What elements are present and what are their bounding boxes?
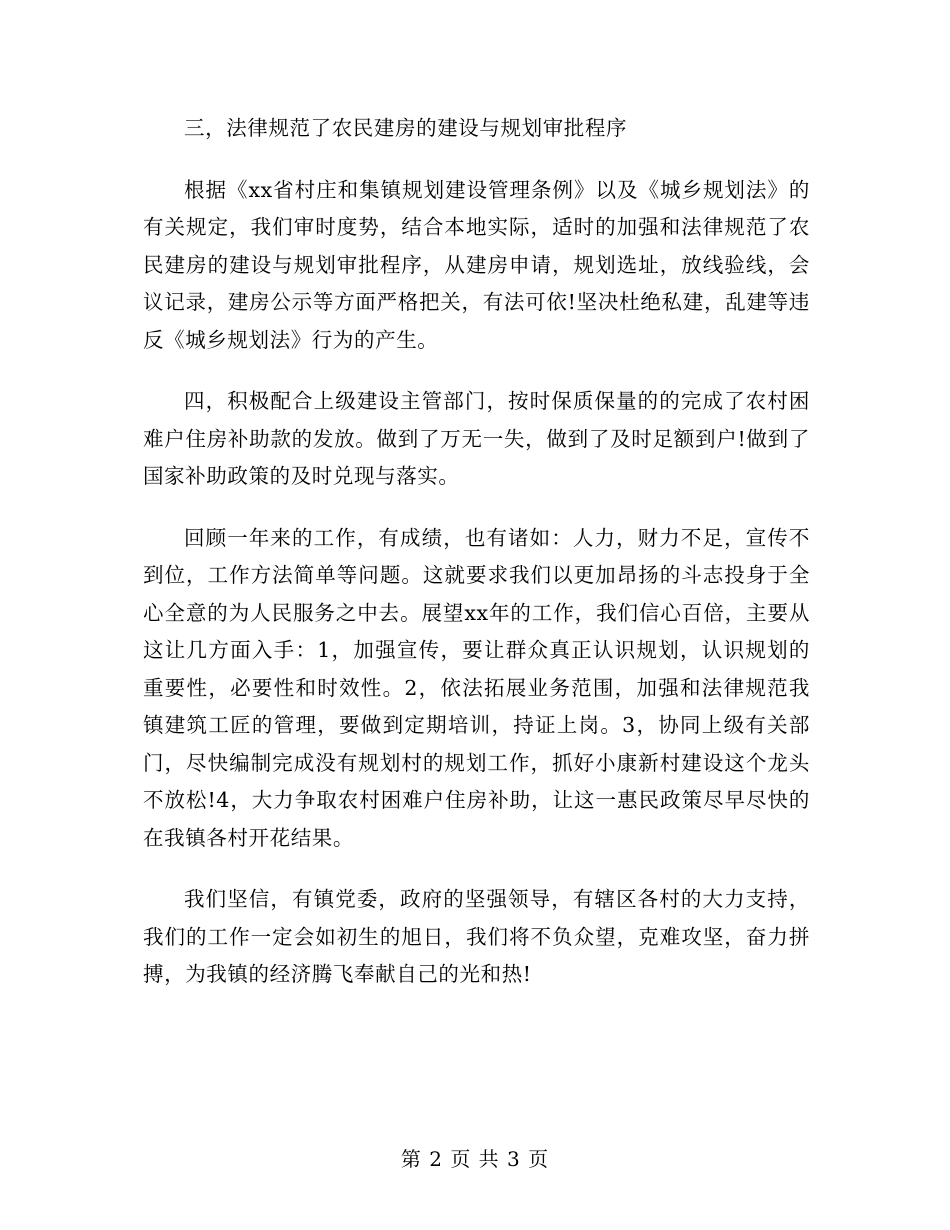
paragraph-conclusion: 我们坚信，有镇党委，政府的坚强领导，有辖区各村的大力支持，我们的工作一定会如初生的旭日，我们将不负众望，克难攻坚，奋力拼搏，为我镇的经济腾飞奉献自己的光和热! (143, 887, 810, 986)
document-body (143, 110, 810, 994)
section-heading: 三，法律规范了农民建房的建设与规划审批程序 (184, 116, 628, 140)
paragraph-review-outlook: 回顾一年来的工作，有成绩，也有诸如：人力，财力不足，宣传不到位，工作方法简单等问题。这就要求我们以更加昂扬的斗志投身于全心全意的为人民服务之中去。展望xx年的工作，我们信心百倍，主要从这让几方面入手：1，加强宣传，要让群众真正认识规划，认识规划的重要性，必要性和时效性。2，依法拓展业务范围，加强和法律规范我镇建筑工匠的管理，要做到定期培训，持证上岗。3，协同上级有关部门，尽快编制完成没有规划村的规划工作，抓好小康新村建设这个龙头不放松!4，大力争取农村困难户住房补助，让这一惠民政策尽早尽快的在我镇各村开花结果。 (143, 525, 810, 850)
paragraph-regulations: 根据《xx省村庄和集镇规划建设管理条例》以及《城乡规划法》的有关规定，我们审时度势，结合本地实际，适时的加强和法律规范了农民建房的建设与规划审批程序，从建房申请，规划选址，放线验线，会议记录，建房公示等方面严格把关，有法可依!坚决杜绝私建，乱建等违反《城乡规划法》行为的产生。 (143, 177, 810, 352)
paragraph-subsidy: 四，积极配合上级建设主管部门，按时保质保量的的完成了农村困难户住房补助款的发放。做到了万无一失，做到了及时足额到户!做到了国家补助政策的及时兑现与落实。 (143, 389, 810, 488)
page-number-footer: 第 2 页 共 3 页 (400, 1147, 550, 1171)
